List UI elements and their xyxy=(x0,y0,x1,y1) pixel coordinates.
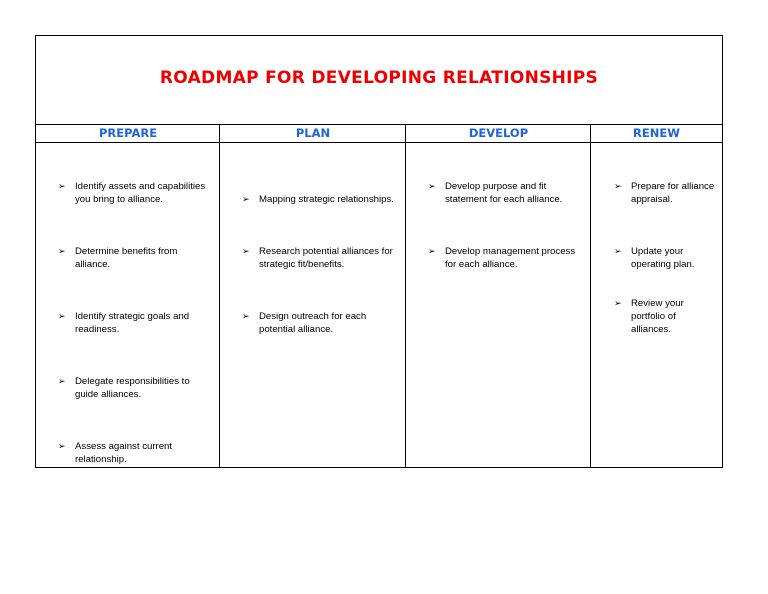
column-divider xyxy=(405,124,406,468)
column-divider xyxy=(219,124,220,468)
arrowhead-bullet-icon: ➢ xyxy=(428,246,436,256)
roadmap-table: ROADMAP FOR DEVELOPING RELATIONSHIPS PREPARE PLAN DEVELOP RENEW ➢ Identify assets and capabilities you bring to alliance. ➢ Determine benefits from alliance. ➢ Identify strategic goals and readiness. ➢ Delegate responsibilities to guide alliances. ➢ Assess against current relationship. ➢ Mapping strategic relationships. ➢ Research potential alliances for strategic fit/benefits. ➢ Design outreach for each potential alliance. ➢ Develop purpose and fit statement for each alliance. ➢ Develop management process for each alliance. ➢ Prepare for alliance appraisal. ➢ Update your operating plan. ➢ Review your portfolio of alliances. xyxy=(35,35,723,468)
arrowhead-bullet-icon: ➢ xyxy=(242,311,250,321)
arrowhead-bullet-icon: ➢ xyxy=(428,181,436,191)
title-cell xyxy=(36,36,722,124)
arrowhead-bullet-icon: ➢ xyxy=(242,194,250,204)
column-header-plan: PLAN xyxy=(295,126,331,140)
arrowhead-bullet-icon: ➢ xyxy=(58,311,66,321)
column-divider xyxy=(590,124,591,468)
arrowhead-bullet-icon: ➢ xyxy=(614,181,622,191)
page-title: ROADMAP FOR DEVELOPING RELATIONSHIPS xyxy=(159,68,599,88)
arrowhead-bullet-icon: ➢ xyxy=(58,376,66,386)
arrowhead-bullet-icon: ➢ xyxy=(614,298,622,308)
column-header-renew: RENEW xyxy=(633,126,680,140)
column-header-develop: DEVELOP xyxy=(468,126,529,140)
arrowhead-bullet-icon: ➢ xyxy=(58,441,66,451)
arrowhead-bullet-icon: ➢ xyxy=(58,181,66,191)
header-row xyxy=(36,124,722,143)
arrowhead-bullet-icon: ➢ xyxy=(614,246,622,256)
arrowhead-bullet-icon: ➢ xyxy=(58,246,66,256)
arrowhead-bullet-icon: ➢ xyxy=(242,246,250,256)
column-header-prepare: PREPARE xyxy=(98,126,158,140)
